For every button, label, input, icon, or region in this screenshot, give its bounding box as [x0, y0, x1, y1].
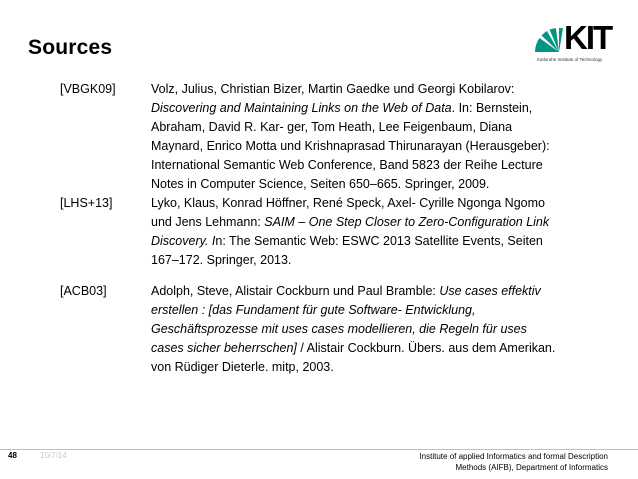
reference-line	[151, 301, 611, 320]
reference-italic-run: cases sicher beherrschen]	[151, 341, 297, 355]
reference-line	[151, 282, 611, 301]
footer-institute-line: Methods (AIFB), Department of Informatics	[455, 463, 608, 472]
reference-key: [LHS+13]	[60, 196, 113, 210]
reference-line	[151, 118, 611, 137]
reference-run: Abraham, David R. Kar- ger, Tom Heath, Lee Feigenbaum, Diana	[151, 120, 513, 134]
reference-run: und Jens Lehmann:	[151, 215, 265, 229]
reference-line	[151, 339, 611, 358]
reference-line	[151, 137, 611, 156]
reference-run: International Semantic Web Conference, Band 5823 der Reihe Lecture	[151, 158, 543, 172]
footer-divider	[0, 449, 638, 450]
reference-line	[151, 213, 611, 232]
kit-logo-text: KIT	[564, 19, 612, 56]
reference-run: n: The Semantic Web: ESWC 2013 Satellite Events, Seiten	[215, 234, 543, 248]
reference-italic-run: Geschäftsprozesse mit uses cases modellieren, die Regeln für uses	[151, 322, 527, 336]
reference-run: Adolph, Steve, Alistair Cockburn und Paul Bramble:	[151, 284, 440, 298]
footer-institute	[348, 451, 608, 473]
reference-run: Lyko, Klaus, Konrad Höffner, René Speck, Axel- Cyrille Ngonga Ngomo	[151, 196, 545, 210]
reference-run: Notes in Computer Science, Seiten 650–665. Springer, 2009.	[151, 177, 490, 191]
footer-institute-line: Institute of applied Informatics and formal Description	[419, 452, 608, 461]
kit-logo-tagline: Karlsruhe Institute of Technology	[537, 57, 603, 62]
reference-line	[151, 358, 611, 377]
footer-date: 10/7/14	[40, 451, 67, 460]
reference-line	[151, 251, 611, 270]
reference-text	[151, 282, 611, 377]
reference-key: [VBGK09]	[60, 82, 116, 96]
reference-italic-run: Discovering and Maintaining Links on the Web of Data	[151, 101, 452, 115]
reference-text	[151, 80, 611, 194]
reference-text	[151, 194, 611, 270]
reference-line	[151, 80, 611, 99]
reference-line	[151, 320, 611, 339]
reference-run: Maynard, Enrico Motta und Krishnaprasad Thirunarayan (Herausgeber):	[151, 139, 550, 153]
reference-line	[151, 156, 611, 175]
reference-italic-run: Discovery. I	[151, 234, 216, 248]
reference-italic-run: Use cases effektiv	[439, 284, 541, 298]
reference-line	[151, 175, 611, 194]
reference-key: [ACB03]	[60, 284, 107, 298]
reference-run: von Rüdiger Dieterle. mitp, 2003.	[151, 360, 334, 374]
reference-run: . In: Bernstein,	[451, 101, 533, 115]
reference-italic-run: erstellen : [das Fundament für gute Software- Entwicklung,	[151, 303, 476, 317]
reference-run: Volz, Julius, Christian Bizer, Martin Gaedke und Georgi Kobilarov:	[151, 82, 515, 96]
reference-line	[151, 194, 611, 213]
reference-line	[151, 99, 611, 118]
reference-line	[151, 232, 611, 251]
reference-run: / Alistair Cockburn. Übers. aus dem Amerikan.	[296, 341, 556, 355]
reference-italic-run: SAIM – One Step Closer to Zero-Configuration Link	[264, 215, 550, 229]
slide-title: Sources	[28, 36, 113, 59]
reference-run: 167–172. Springer, 2013.	[151, 253, 292, 267]
page-number: 48	[8, 451, 17, 460]
